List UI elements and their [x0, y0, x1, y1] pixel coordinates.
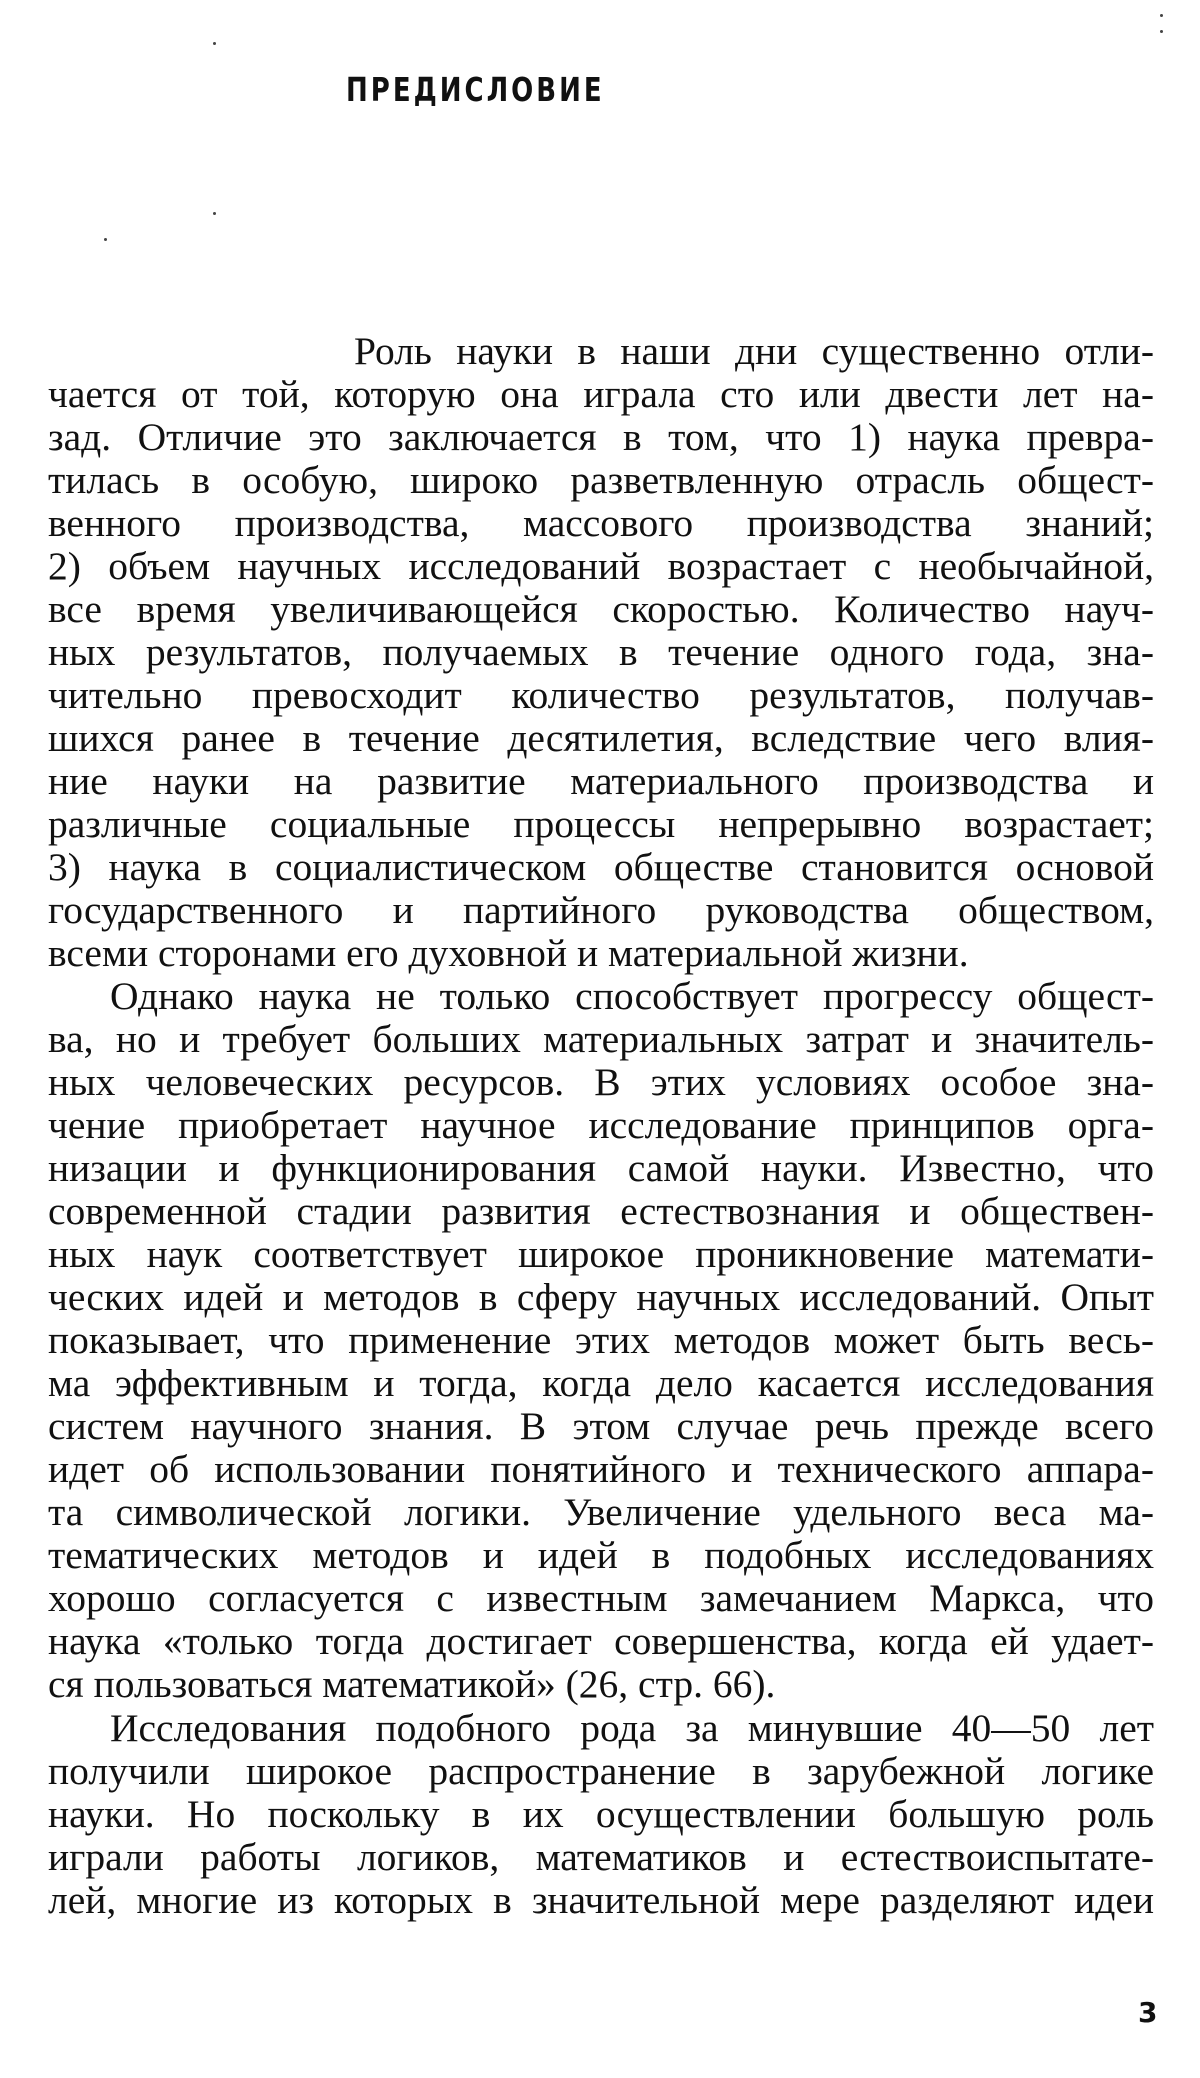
scan-speck: [1160, 14, 1163, 17]
text-line: ва, но и требует больших материальных затрат и значитель-: [48, 1017, 1154, 1061]
text-line: играли работы логиков, математиков и естествоиспытате-: [48, 1835, 1154, 1879]
text-line: Однако наука не только способствует прогрессу общест-: [110, 974, 1154, 1018]
text-line: получили широкое распространение в зарубежной логике: [48, 1749, 1154, 1793]
scan-speck: [1160, 30, 1163, 33]
text-line: та символической логики. Увеличение удельного веса ма-: [48, 1490, 1154, 1534]
text-line: низации и функционирования самой науки. Известно, что: [48, 1146, 1154, 1190]
text-line: венного производства, массового производства знаний;: [48, 501, 1154, 545]
text-line: Исследования подобного рода за минувшие 40—50 лет: [110, 1706, 1154, 1750]
text-line: идет об использовании понятийного и технического аппара-: [48, 1447, 1154, 1491]
text-line: показывает, что применение этих методов может быть весь-: [48, 1318, 1154, 1362]
text-line: ных наук соответствует широкое проникновение математи-: [48, 1232, 1154, 1276]
text-line: ние науки на развитие материального производства и: [48, 759, 1154, 803]
text-line: 2) объем научных исследований возрастает с необычайной,: [48, 544, 1154, 588]
scan-speck: [104, 238, 107, 241]
scan-speck: [213, 212, 216, 215]
text-line: ся пользоваться математикой» (26, стр. 66).: [48, 1662, 776, 1706]
text-line: ма эффективным и тогда, когда дело касается исследования: [48, 1361, 1154, 1405]
text-line: наука «только тогда достигает совершенства, когда ей удает-: [48, 1619, 1154, 1663]
paragraph-1: [48, 330, 1154, 975]
text-line: шихся ранее в течение десятилетия, вследствие чего влия-: [48, 716, 1154, 760]
text-line: науки. Но поскольку в их осуществлении большую роль: [48, 1792, 1154, 1836]
text-line: все время увеличивающейся скоростью. Количество науч-: [48, 587, 1154, 631]
text-line: чение приобретает научное исследование принципов орга-: [48, 1103, 1154, 1147]
text-line: систем научного знания. В этом случае речь прежде всего: [48, 1404, 1154, 1448]
scan-speck: [213, 42, 216, 45]
text-line: всеми сторонами его духовной и материальной жизни.: [48, 931, 969, 975]
paragraph-3: [48, 1707, 1154, 1922]
text-line: лей, многие из которых в значительной мере разделяют идеи: [48, 1878, 1154, 1922]
text-line: современной стадии развития естествознания и обществен-: [48, 1189, 1154, 1233]
text-line: ных человеческих ресурсов. В этих условиях особое зна-: [48, 1060, 1154, 1104]
text-line: Роль науки в наши дни существенно отли-: [354, 329, 1154, 373]
text-line: ных результатов, получаемых в течение одного года, зна-: [48, 630, 1154, 674]
text-line: ческих идей и методов в сферу научных исследований. Опыт: [48, 1275, 1154, 1319]
text-line: чается от той, которую она играла сто или двести лет на-: [48, 372, 1154, 416]
text-line: тематических методов и идей в подобных исследованиях: [48, 1533, 1154, 1577]
text-line: чительно превосходит количество результатов, получав-: [48, 673, 1154, 717]
text-line: 3) наука в социалистическом обществе становится основой: [48, 845, 1154, 889]
text-line: тилась в особую, широко разветвленную отрасль общест-: [48, 458, 1154, 502]
text-line: хорошо согласуется с известным замечанием Маркса, что: [48, 1576, 1154, 1620]
text-line: зад. Отличие это заключается в том, что 1) наука превра-: [48, 415, 1154, 459]
text-line: государственного и партийного руководства обществом,: [48, 888, 1154, 932]
page-heading: ПРЕДИСЛОВИЕ: [346, 72, 605, 110]
text-line: различные социальные процессы непрерывно возрастает;: [48, 802, 1154, 846]
page-number: 3: [1138, 1996, 1158, 2029]
paragraph-2: [48, 975, 1154, 1706]
